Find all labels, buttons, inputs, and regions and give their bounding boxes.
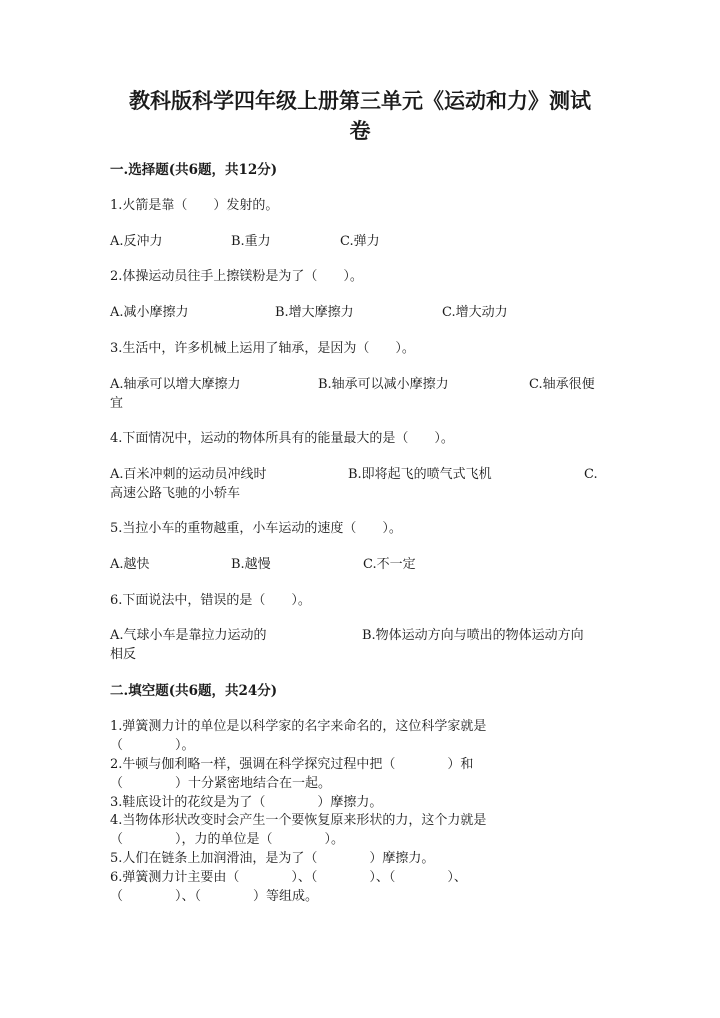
fill-in-5-line-1: 5.人们在链条上加润滑油，是为了（ ）摩擦力。: [110, 851, 435, 866]
fill-in-3-line-1: 3.鞋底设计的花纹是为了（ ）摩擦力。: [110, 795, 383, 810]
fill-in-6-line-2: （ ）、（ ）等组成。: [110, 889, 319, 904]
question-2-stem: 2.体操运动员往手上擦镁粉是为了（ ）。: [110, 269, 363, 284]
section-heading-choice: 一.选择题(共6题，共12分): [110, 162, 278, 178]
fill-in-4-line-1: 4.当物体形状改变时会产生一个要恢复原来形状的力，这个力就是: [110, 813, 487, 828]
question-6-option-b: B.物体运动方向与喷出的物体运动方向: [362, 628, 584, 643]
fill-in-4-line-2: （ ），力的单位是（ ）。: [110, 832, 345, 847]
question-5-option-c: C.不一定: [363, 557, 416, 572]
question-6-stem: 6.下面说法中，错误的是（ ）。: [110, 593, 311, 608]
question-2-option-a: A.减小摩擦力: [110, 305, 189, 320]
section-heading-fill-in: 二.填空题(共6题，共24分): [110, 683, 278, 699]
question-1-option-c: C.弹力: [340, 234, 380, 249]
question-4-option-a: A.百米冲刺的运动员冲线时: [110, 467, 267, 482]
fill-in-2-line-1: 2.牛顿与伽利略一样，强调在科学探究过程中把（ ）和: [110, 757, 474, 772]
page-title-line-1: 教科版科学四年级上册第三单元《运动和力》测试: [129, 88, 591, 113]
question-4-stem: 4.下面情况中，运动的物体所具有的能量最大的是（ ）。: [110, 431, 454, 446]
question-5-option-b: B.越慢: [231, 557, 271, 572]
question-4-option-b: B.即将起飞的喷气式飞机: [348, 467, 492, 482]
question-3-option-a: A.轴承可以增大摩擦力: [110, 377, 241, 392]
fill-in-1-line-1: 1.弹簧测力计的单位是以科学家的名字来命名的，这位科学家就是: [110, 719, 487, 734]
question-2-option-b: B.增大摩擦力: [275, 305, 354, 320]
question-1-stem: 1.火箭是靠（ ）发射的。: [110, 198, 279, 213]
question-1-option-b: B.重力: [231, 234, 271, 249]
fill-in-2-line-2: （ ）十分紧密地结合在一起。: [110, 776, 332, 791]
question-3-option-b: B.轴承可以减小摩擦力: [318, 377, 449, 392]
question-5-stem: 5.当拉小车的重物越重，小车运动的速度（ ）。: [110, 521, 402, 536]
question-4-option-c: C.: [584, 467, 598, 482]
question-2-option-c: C.增大动力: [442, 305, 508, 320]
page-title: [100, 86, 620, 146]
question-3-stem: 3.生活中，许多机械上运用了轴承，是因为（ ）。: [110, 341, 415, 356]
page-title-line-2: 卷: [349, 118, 371, 143]
question-3-option-c: C.轴承很便: [529, 377, 595, 392]
question-3-option-c-continuation: 宜: [110, 396, 124, 411]
fill-in-6-line-1: 6.弹簧测力计主要由（ ）、（ ）、（ ）、: [110, 870, 467, 885]
question-6-option-a: A.气球小车是靠拉力运动的: [110, 628, 267, 643]
fill-in-1-line-2: （ ）。: [110, 738, 195, 753]
question-5-option-a: A.越快: [110, 557, 150, 572]
question-4-option-c-continuation: 高速公路飞驰的小轿车: [110, 486, 241, 501]
question-1-option-a: A.反冲力: [110, 234, 163, 249]
question-6-option-b-continuation: 相反: [110, 647, 137, 662]
